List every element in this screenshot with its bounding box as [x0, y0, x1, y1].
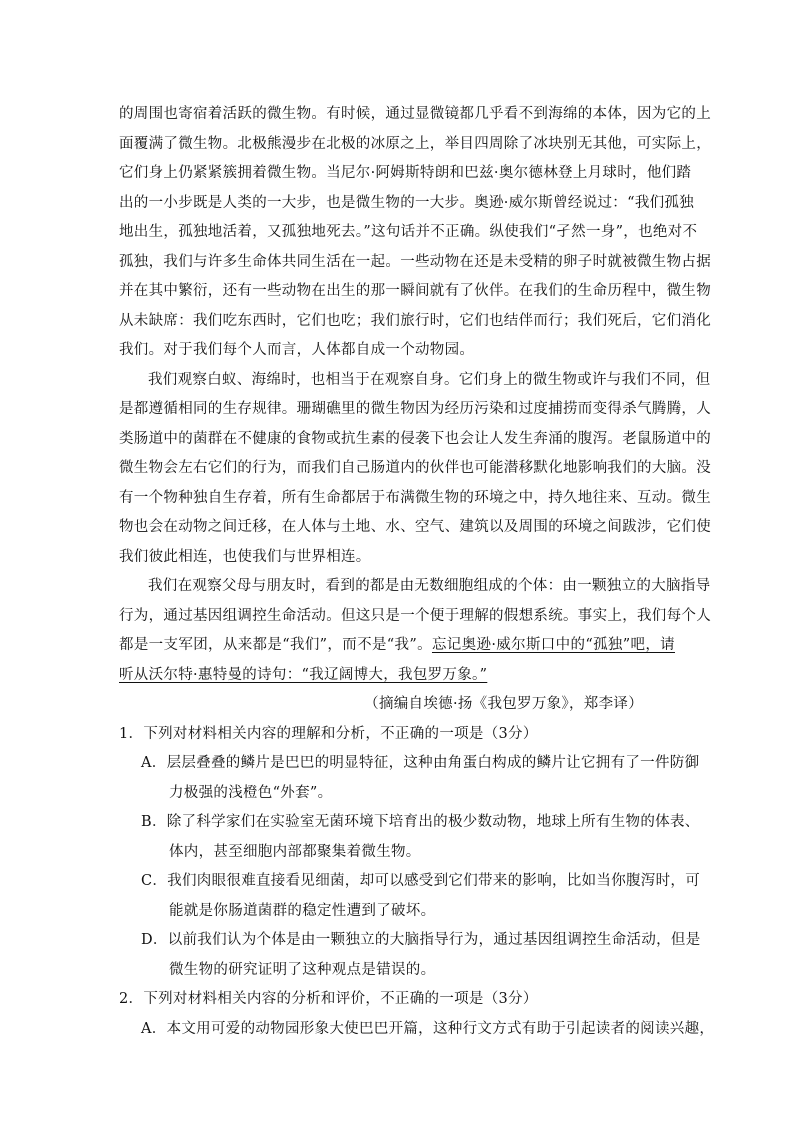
option-a-continued: 力极强的浅橙色“外套”。 — [169, 784, 333, 801]
paragraph-line: 我们在观察父母与朋友时，看到的都是由无数细胞组成的个体：由一颗独立的大脑指导 — [148, 578, 711, 594]
paragraph-line: 有一个物种独自生存着，所有生命都居于布满微生物的环境之中，持久地往来、互动。微生 — [119, 489, 711, 506]
option-d: D．以前我们认为个体是由一颗独立的大脑指导行为，通过基因组调控生命活动，但是 — [141, 932, 701, 948]
option-c-continued: 能就是你肠道菌群的稳定性遭到了破坏。 — [169, 902, 436, 919]
paragraph-line: 我们彼此相连，也使我们与世界相连。 — [119, 548, 371, 565]
paragraph-line: 从未缺席：我们吃东西时，它们也吃；我们旅行时，它们也结伴而行；我们死后，它们消化 — [119, 312, 711, 329]
question-stem: 1．下列对材料相关内容的理解和分析，不正确的一项是（3分） — [119, 725, 538, 742]
question-stem: 2．下列对材料相关内容的分析和评价，不正确的一项是（3分） — [119, 991, 538, 1007]
option-a: A．层层叠叠的鳞片是巴巴的明显特征，这种由角蛋白构成的鳞片让它拥有了一件防御 — [141, 755, 700, 771]
underlined-segment: 忘记奥逊·威尔斯口中的“孤独”吧，请 — [431, 637, 675, 653]
paragraph-line — [119, 631, 675, 661]
paragraph-line: 的周围也寄宿着活跃的微生物。有时候，通过显微镜都几乎看不到海绵的本体，因为它的上 — [119, 106, 711, 122]
paragraph-line: 面覆满了微生物。北极熊漫步在北极的冰原之上，举目四周除了冰块别无其他，可实际上， — [119, 135, 711, 152]
paragraph-line: 我们。对于我们每个人而言，人体都自成一个动物园。 — [119, 342, 475, 358]
paragraph-line: 行为，通过基因组调控生命活动。但这只是一个便于理解的假想系统。事实上，我们每个人 — [119, 607, 711, 624]
paragraph-line: 是都遵循相同的生存规律。珊瑚礁里的微生物因为经历污染和过度捕捞而变得杀气腾腾，人 — [119, 401, 711, 417]
paragraph-line: 物也会在动物之间迁移，在人体与土地、水、空气、建筑以及周围的环境之间跋涉，它们使 — [119, 519, 711, 535]
option-b: B．除了科学家们在实验室无菌环境下培育出的极少数动物，地球上所有生物的体表、 — [141, 814, 700, 830]
option-b-continued: 体内，甚至细胞内部都聚集着微生物。 — [169, 843, 421, 860]
option-d-continued: 微生物的研究证明了这种观点是错误的。 — [169, 961, 436, 978]
plain-segment: 都是一支军团，从来都是“我们”，而不是“我”。 — [119, 637, 432, 653]
paragraph-line: 类肠道中的菌群在不健康的食物或抗生素的侵袭下也会让人发生奔涌的腹泻。老鼠肠道中的 — [119, 430, 711, 447]
paragraph-line: 并在其中繁衍，还有一些动物在出生的那一瞬间就有了伙伴。在我们的生命历程中，微生物 — [119, 283, 711, 299]
paragraph-line: 它们身上仍紧紧簇拥着微生物。当尼尔·阿姆斯特朗和巴兹·奥尔德林登上月球时，他们踏 — [119, 165, 692, 181]
paragraph-line: 我们观察白蚁、海绵时，也相当于在观察自身。它们身上的微生物或许与我们不同，但 — [148, 371, 711, 388]
document-page — [119, 100, 715, 1044]
option-c: C．我们肉眼很难直接看见细菌，却可以感受到它们带来的影响，比如当你腹泻时，可 — [141, 873, 700, 889]
paragraph-line — [119, 661, 675, 691]
option-a: A．本文用可爱的动物园形象大使巴巴开篇，这种行文方式有助于引起读者的阅读兴趣， — [141, 1020, 715, 1037]
paragraph-line: 孤独，我们与许多生命体共同生活在一起。一些动物在还是未受精的卵子时就被微生物占据 — [119, 253, 711, 270]
source-citation: （摘编自埃德·扬《我包罗万象》，郑李译） — [364, 696, 643, 712]
paragraph-line: 地出生，孤独地活着，又孤独地死去。”这句话并不正确。纵使我们“孑然一身”，也绝对不 — [119, 224, 698, 240]
paragraph-line: 微生物会左右它们的行为，而我们自己肠道内的伙伴也可能潜移默化地影响我们的大脑。没 — [119, 460, 711, 476]
paragraph-line: 出的一小步既是人类的一大步，也是微生物的一大步。奥逊·威尔斯曾经说过：“我们孤独 — [119, 194, 695, 211]
underlined-quote: 听从沃尔特·惠特曼的诗句：“我辽阔博大，我包罗万象。” — [119, 666, 488, 683]
